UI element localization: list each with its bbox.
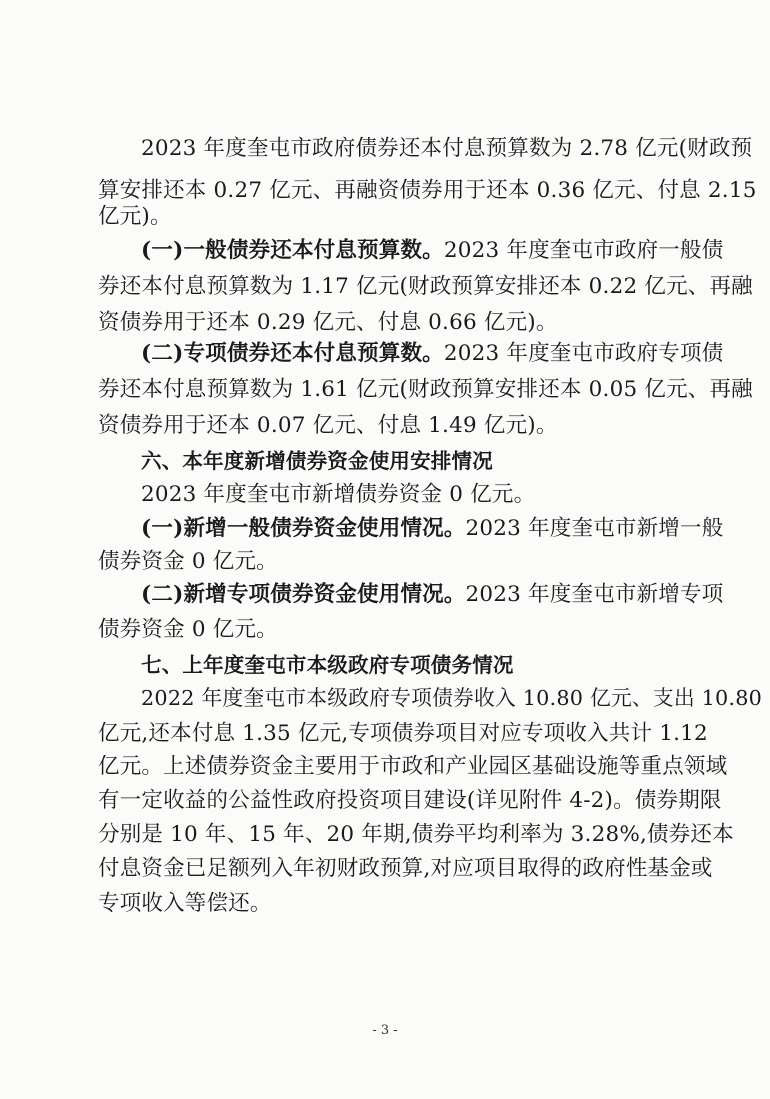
para-7-line-4: 有一定收益的公益性政府投资项目建设(详见附件 4-2)。债券期限 <box>98 788 722 813</box>
para-1-line-2: 算安排还本 0.27 亿元、再融资债券用于还本 0.36 亿元、付息 2.15 <box>98 178 757 203</box>
para-7-line-5: 分别是 10 年、15 年、20 年期,债券平均利率为 3.28%,债券还本 <box>98 822 734 847</box>
para-2-line-1: (一)一般债券还本付息预算数。2023 年度奎屯市政府一般债 <box>141 238 724 263</box>
subheading-general-bond-repayment: (一)一般债券还本付息预算数。 <box>141 238 444 263</box>
section-heading-7: 七、上年度奎屯市本级政府专项债务情况 <box>141 653 514 677</box>
para-6-line-1: (二)新增专项债券资金使用情况。2023 年度奎屯市新增专项 <box>141 582 724 607</box>
para-4-line-1: 2023 年度奎屯市新增债券资金 0 亿元。 <box>141 482 536 507</box>
para-3-line-3: 资债券用于还本 0.07 亿元、付息 1.49 亿元)。 <box>98 413 558 438</box>
page-number: - 3 - <box>372 1023 398 1038</box>
subheading-new-special-bond: (二)新增专项债券资金使用情况。 <box>141 582 466 607</box>
para-3-line-1: (二)专项债券还本付息预算数。2023 年度奎屯市政府专项债 <box>141 341 724 366</box>
para-7-line-7: 专项收入等偿还。 <box>98 891 272 916</box>
para-1-line-3: 亿元)。 <box>98 204 172 229</box>
para-6-line-2: 债券资金 0 亿元。 <box>98 617 278 642</box>
para-7-line-3: 亿元。上述债券资金主要用于市政和产业园区基础设施等重点领域 <box>98 754 728 779</box>
para-1-line-1: 2023 年度奎屯市政府债券还本付息预算数为 2.78 亿元(财政预 <box>141 136 753 161</box>
para-7-line-6: 付息资金已足额列入年初财政预算,对应项目取得的政府性基金或 <box>98 856 713 881</box>
para-2-line-3: 资债券用于还本 0.29 亿元、付息 0.66 亿元)。 <box>98 310 558 335</box>
subheading-special-bond-repayment: (二)专项债券还本付息预算数。 <box>141 341 444 366</box>
subheading-new-general-bond: (一)新增一般债券资金使用情况。 <box>141 516 466 541</box>
para-3-line-2: 券还本付息预算数为 1.61 亿元(财政预算安排还本 0.05 亿元、再融 <box>98 377 753 402</box>
para-7-line-2: 亿元,还本付息 1.35 亿元,专项债券项目对应专项收入共计 1.12 <box>98 721 708 746</box>
para-2-line-2: 券还本付息预算数为 1.17 亿元(财政预算安排还本 0.22 亿元、再融 <box>98 274 753 299</box>
para-7-line-1: 2022 年度奎屯市本级政府专项债券收入 10.80 亿元、支出 10.80 <box>141 686 763 710</box>
section-heading-6: 六、本年度新增债券资金使用安排情况 <box>141 449 493 473</box>
para-5-line-1: (一)新增一般债券资金使用情况。2023 年度奎屯市新增一般 <box>141 516 724 541</box>
para-5-line-2: 债券资金 0 亿元。 <box>98 549 278 574</box>
